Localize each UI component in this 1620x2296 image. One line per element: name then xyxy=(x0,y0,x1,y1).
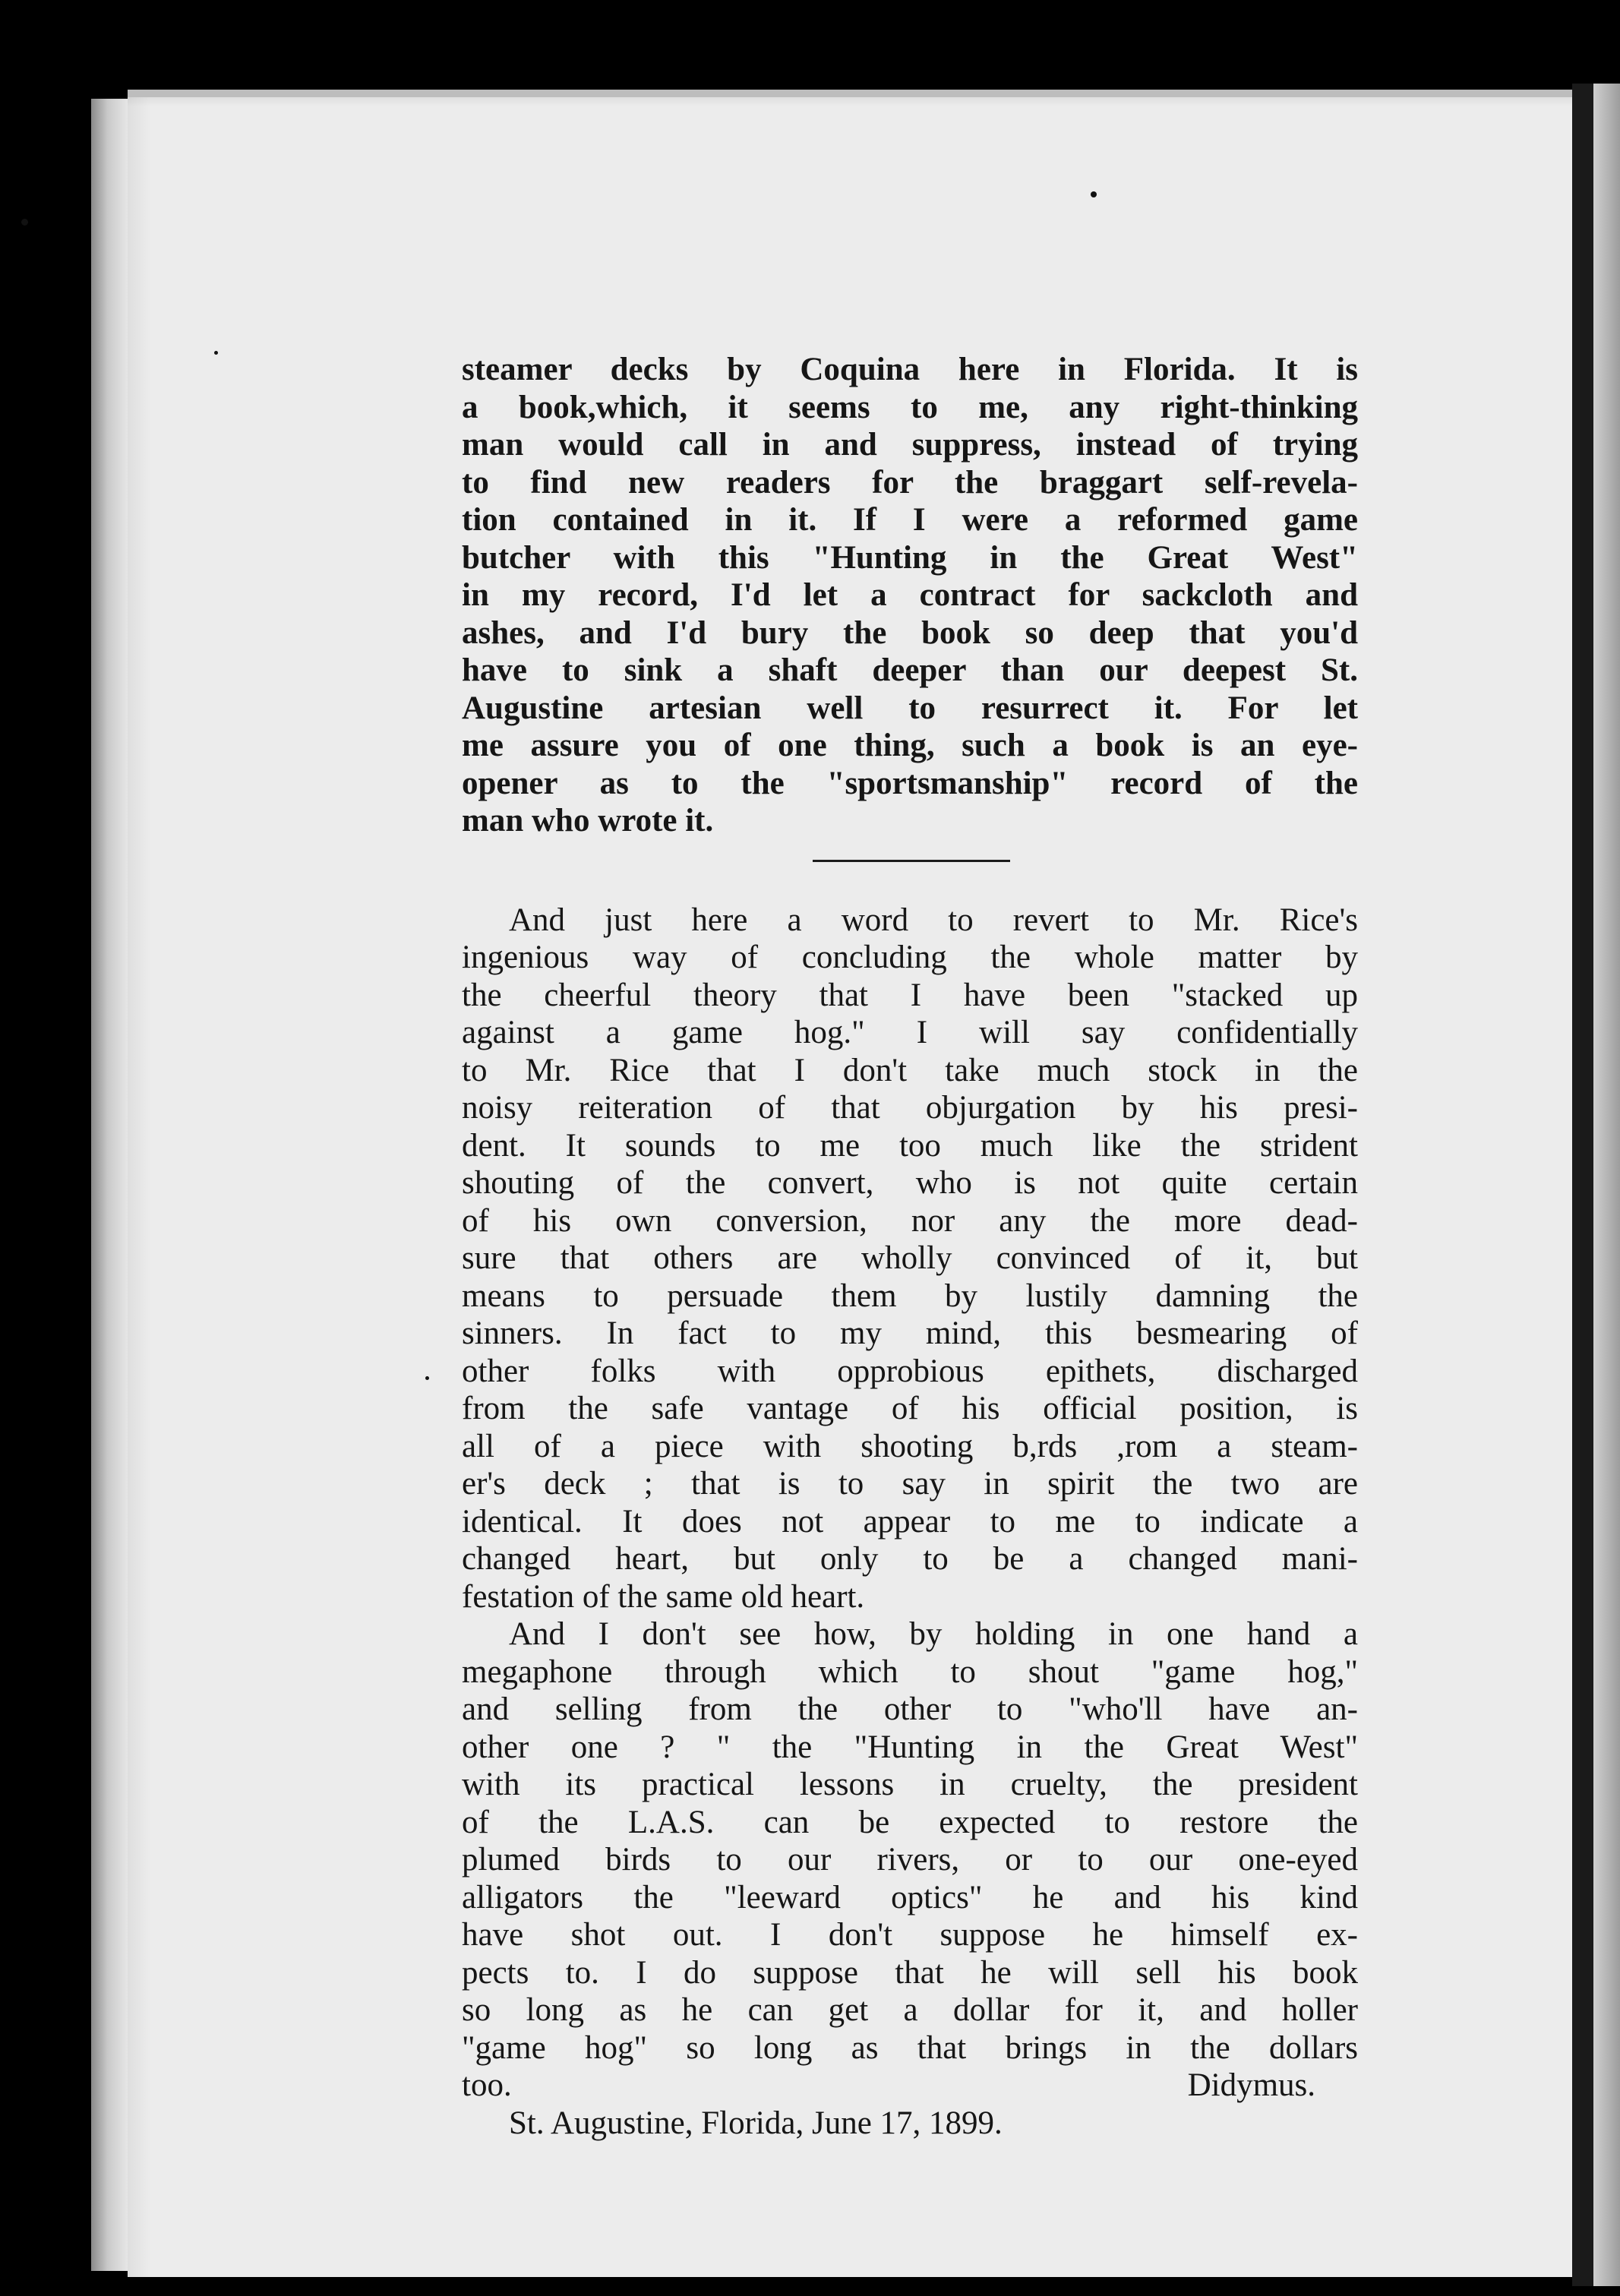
text-line: shouting of the convert, who is not quite certain xyxy=(462,1165,1358,1201)
text-line: identical. It does not appear to me to indicate a xyxy=(462,1503,1358,1540)
film-border-left xyxy=(91,99,128,2271)
scan-speck xyxy=(1091,191,1097,197)
text-line: tion contained in it. If I were a reformed game xyxy=(462,502,1358,538)
text-line: other one ? " the "Hunting in the Great West" xyxy=(462,1729,1358,1765)
scan-speck xyxy=(425,1376,429,1380)
text-line: dent. It sounds to me too much like the strident xyxy=(462,1127,1358,1164)
page-right-shadow xyxy=(1572,84,1593,2286)
article-text xyxy=(462,351,1358,2142)
page-top-edge xyxy=(128,90,1572,97)
text-line: all of a piece with shooting b,rds ,rom a steam- xyxy=(462,1428,1358,1464)
text-line: and selling from the other to "who'll have an- xyxy=(462,1691,1358,1727)
text-line: steamer decks by Coquina here in Florida. It is xyxy=(462,352,1358,387)
scan-speck xyxy=(214,351,218,355)
text-line: butcher with this "Hunting in the Great West" xyxy=(462,539,1358,576)
text-line: festation of the same old heart. xyxy=(462,1578,865,1615)
text-line: megaphone through which to shout "game hog," xyxy=(462,1653,1358,1690)
text-line: in my record, I'd let a contract for sackcloth and xyxy=(462,577,1358,613)
text-line: And I don't see how, by holding in one hand a xyxy=(509,1616,1358,1652)
signature-line xyxy=(462,2067,1358,2105)
text-line: plumed birds to our rivers, or to our one-eyed xyxy=(462,1842,1358,1878)
text-line: changed heart, but only to be a changed mani- xyxy=(462,1541,1358,1577)
text-line: ashes, and I'd bury the book so deep that you'd xyxy=(462,614,1358,651)
text-line: alligators the "leeward optics" he and his kind xyxy=(462,1879,1358,1915)
text-line: have to sink a shaft deeper than our deepest St. xyxy=(462,652,1358,688)
text-line: other folks with opprobious epithets, discharged xyxy=(462,1353,1358,1389)
text-line: to find new readers for the braggart self-revela- xyxy=(462,464,1358,501)
text-line: noisy reiteration of that objurgation by his presi- xyxy=(462,1090,1358,1126)
text-line: have shot out. I don't suppose he himself ex- xyxy=(462,1917,1358,1953)
text-line: ingenious way of concluding the whole matter by xyxy=(462,940,1358,975)
signature: Didymus. xyxy=(1187,2067,1315,2103)
paragraph-3 xyxy=(462,1615,1358,2067)
text-line: sure that others are wholly convinced of it, but xyxy=(462,1240,1358,1276)
paragraph-1 xyxy=(462,351,1358,840)
text-line: pects to. I do suppose that he will sell his book xyxy=(462,1954,1358,1991)
text-line: opener as to the "sportsmanship" record of the xyxy=(462,765,1358,801)
scan-speck xyxy=(21,219,28,226)
paragraph-2 xyxy=(462,902,1358,1616)
dateline: St. Augustine, Florida, June 17, 1899. xyxy=(509,2105,1003,2141)
text-line: And just here a word to revert to Mr. Rice's xyxy=(509,902,1358,938)
text-line: a book,which, it seems to me, any right-thinking xyxy=(462,389,1358,425)
text-line: man would call in and suppress, instead of trying xyxy=(462,427,1358,463)
text-line: sinners. In fact to my mind, this besmearing of xyxy=(462,1315,1358,1351)
text-line: of the L.A.S. can be expected to restore the xyxy=(462,1804,1358,1840)
text-line: the cheerful theory that I have been "stacked up xyxy=(462,977,1358,1013)
text-line: Augustine artesian well to resurrect it. For let xyxy=(462,690,1358,726)
text-line: er's deck ; that is to say in spirit the two are xyxy=(462,1466,1358,1502)
text-line: "game hog" so long as that brings in the dollars xyxy=(462,2029,1358,2066)
text-line: to Mr. Rice that I don't take much stock in the xyxy=(462,1052,1358,1088)
text-line: with its practical lessons in cruelty, the president xyxy=(462,1767,1358,1802)
text-line: means to persuade them by lustily damning the xyxy=(462,1277,1358,1314)
closing-word: too. xyxy=(462,2067,512,2103)
text-line: so long as he can get a dollar for it, and holler xyxy=(462,1992,1358,2028)
text-line: from the safe vantage of his official position, is xyxy=(462,1391,1358,1426)
text-line: of his own conversion, nor any the more dead- xyxy=(462,1202,1358,1239)
text-line: against a game hog." I will say confidentially xyxy=(462,1015,1358,1050)
section-separator xyxy=(813,860,1010,862)
facing-page-edge xyxy=(1593,84,1620,2286)
text-line: me assure you of one thing, such a book is an eye- xyxy=(462,728,1358,763)
text-line: man who wrote it. xyxy=(462,803,714,838)
